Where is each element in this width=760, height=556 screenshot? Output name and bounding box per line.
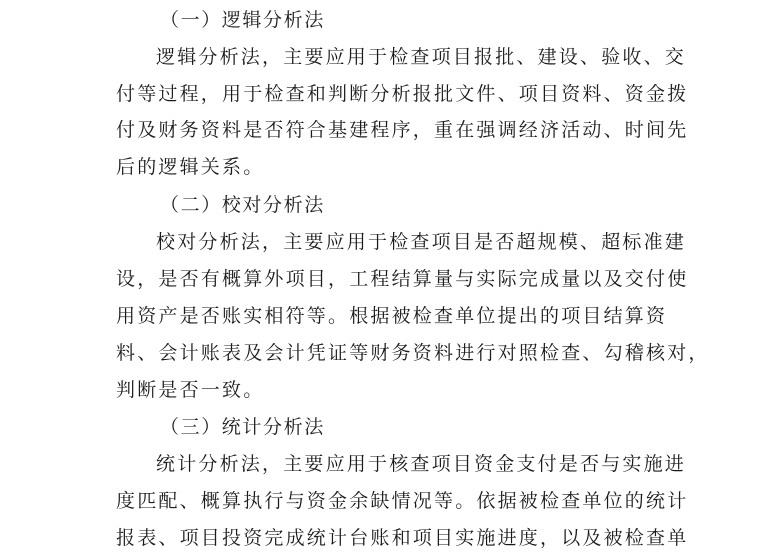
paragraph-line: 统计分析法，主要应用于核查项目资金支付是否与实施进: [156, 453, 687, 475]
paragraph-line: 校对分析法，主要应用于检查项目是否超规模、超标准建: [156, 231, 687, 253]
section-heading-3: （三）统计分析法: [160, 416, 325, 438]
section-heading-2: （二）校对分析法: [160, 194, 325, 216]
paragraph-line: 后的逻辑关系。: [116, 156, 265, 178]
paragraph-line: 判断是否一致。: [116, 379, 265, 401]
paragraph-line: 付及财务资料是否符合基建程序，重在强调经济活动、时间先: [116, 119, 689, 141]
paragraph-line: 报表、项目投资完成统计台账和项目实施进度，以及被检查单: [116, 527, 689, 549]
section-heading-1: （一）逻辑分析法: [160, 9, 325, 31]
paragraph-line: 付等过程，用于检查和判断分析报批文件、项目资料、资金拨: [116, 83, 689, 105]
paragraph-line: 料、会计账表及会计凭证等财务资料进行对照检查、勾稽核对，: [116, 342, 710, 364]
paragraph-line: 逻辑分析法，主要应用于检查项目报批、建设、验收、交: [156, 46, 687, 68]
paragraph-line: 设，是否有概算外项目，工程结算量与实际完成量以及交付使: [116, 268, 689, 290]
paragraph-line: 用资产是否账实相符等。根据被检查单位提出的项目结算资: [116, 305, 668, 327]
paragraph-line: 度匹配、概算执行与资金余缺情况等。依据被检查单位的统计: [116, 490, 689, 512]
